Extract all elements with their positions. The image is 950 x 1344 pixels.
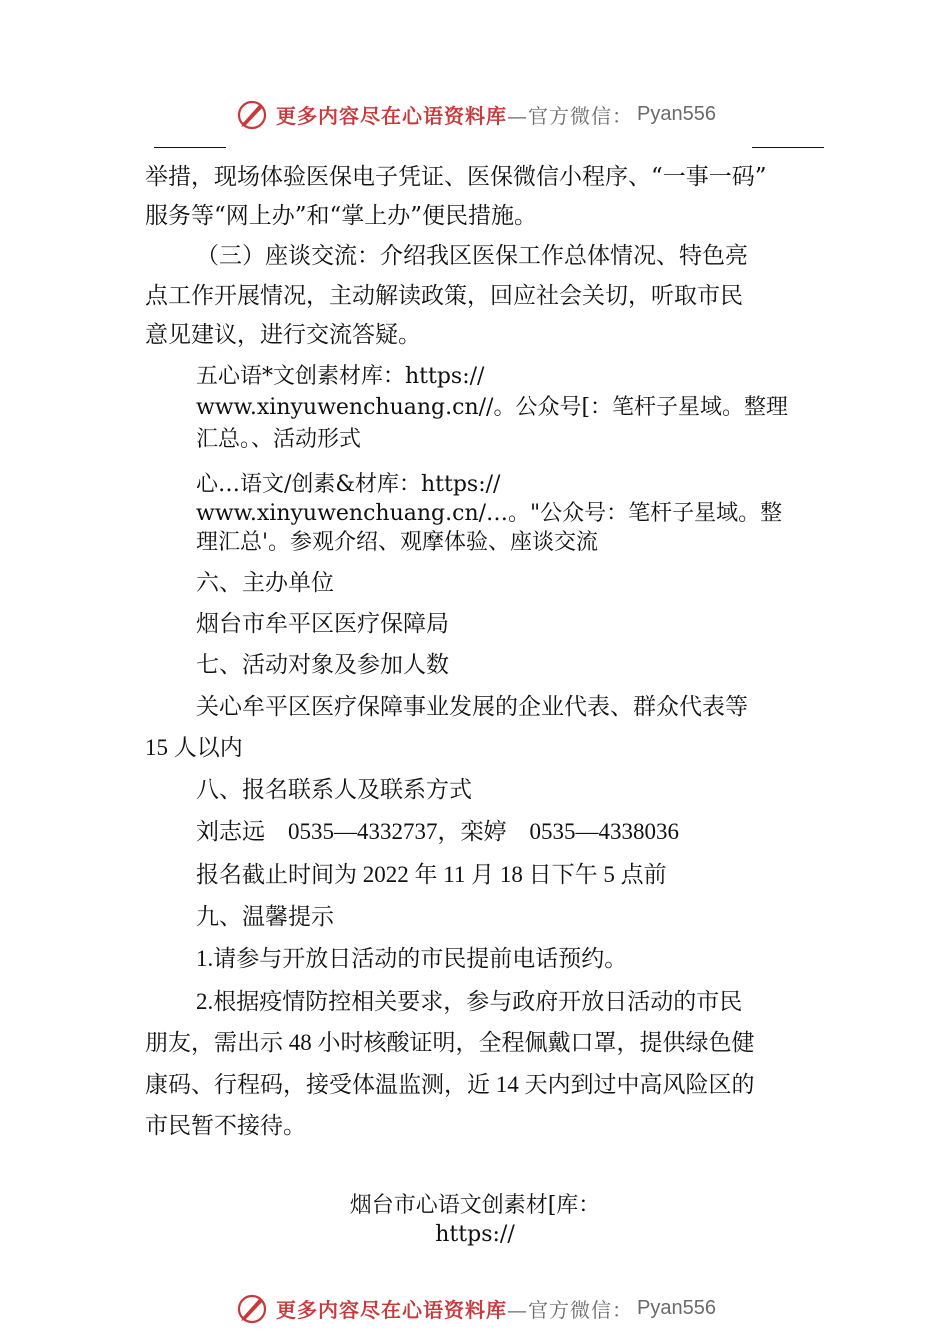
body-line: 烟台市牟平区医疗保障局	[196, 611, 449, 637]
watermark-red-text: 更多内容尽在心语资料库	[276, 103, 508, 128]
body-line: 2.根据疫情防控相关要求，参与政府开放日活动的市民	[196, 989, 743, 1014]
brush-circle-logo-icon	[234, 96, 270, 132]
body-line: 心…语文/创素&材库：https://	[196, 472, 501, 497]
body-line: 意见建议，进行交流答疑。	[145, 322, 421, 348]
section-heading: 八、报名联系人及联系方式	[196, 777, 472, 803]
footer-line: https://	[435, 1222, 515, 1247]
header-rule-left	[154, 147, 226, 148]
section-heading: 九、温馨提示	[196, 904, 334, 930]
body-line: 点工作开展情况，主动解读政策，回应社会关切，听取市民	[145, 283, 743, 309]
section-heading: 七、活动对象及参加人数	[196, 652, 449, 678]
body-line: 关心牟平区医疗保障事业发展的企业代表、群众代表等	[196, 694, 748, 720]
body-line: 朋友，需出示 48 小时核酸证明，全程佩戴口罩，提供绿色健	[145, 1030, 755, 1055]
watermark-gray-text: —官方微信：	[507, 103, 634, 128]
body-line: 市民暂不接待。	[145, 1113, 306, 1139]
contact-line: 刘志远 0535—4332737，栾婷 0535—4338036	[196, 819, 679, 844]
body-line: 1.请参与开放日活动的市民提前电话预约。	[196, 946, 628, 971]
header-rule-right	[752, 147, 824, 148]
watermark-id-text: Pyan556	[637, 1296, 716, 1319]
body-line: www.xinyuwenchuang.cn//。公众号[：笔杆子星域。整理	[196, 395, 789, 420]
body-line: 五心语*文创素材库：https://	[196, 364, 485, 389]
body-line: 康码、行程码，接受体温监测，近 14 天内到过中高风险区的	[145, 1072, 755, 1097]
body-line: www.xinyuwenchuang.cn/…。"公众号：笔杆子星域。整	[196, 501, 783, 526]
footer-watermark	[0, 1288, 950, 1328]
body-line: 服务等“网上办”和“掌上办”便民措施。	[145, 203, 538, 229]
body-line: 汇总。、活动形式	[196, 427, 362, 452]
section-heading: 六、主办单位	[196, 570, 334, 596]
watermark-red-text: 更多内容尽在心语资料库	[276, 1297, 508, 1322]
watermark-gray-text: —官方微信：	[507, 1297, 634, 1322]
watermark-id-text: Pyan556	[637, 102, 716, 125]
deadline-line: 报名截止时间为 2022 年 11 月 18 日下午 5 点前	[196, 862, 667, 887]
header-watermark	[0, 94, 950, 134]
body-line: （三）座谈交流：介绍我区医保工作总体情况、特色亮	[196, 243, 748, 269]
body-line: 15 人以内	[145, 735, 243, 760]
brush-circle-logo-icon	[234, 1290, 270, 1326]
body-line: 举措，现场体验医保电子凭证、医保微信小程序、“一事一码”	[145, 164, 767, 190]
footer-line: 烟台市心语文创素材[库：	[349, 1193, 601, 1218]
body-line: 理汇总'。参观介绍、观摩体验、座谈交流	[196, 530, 599, 555]
